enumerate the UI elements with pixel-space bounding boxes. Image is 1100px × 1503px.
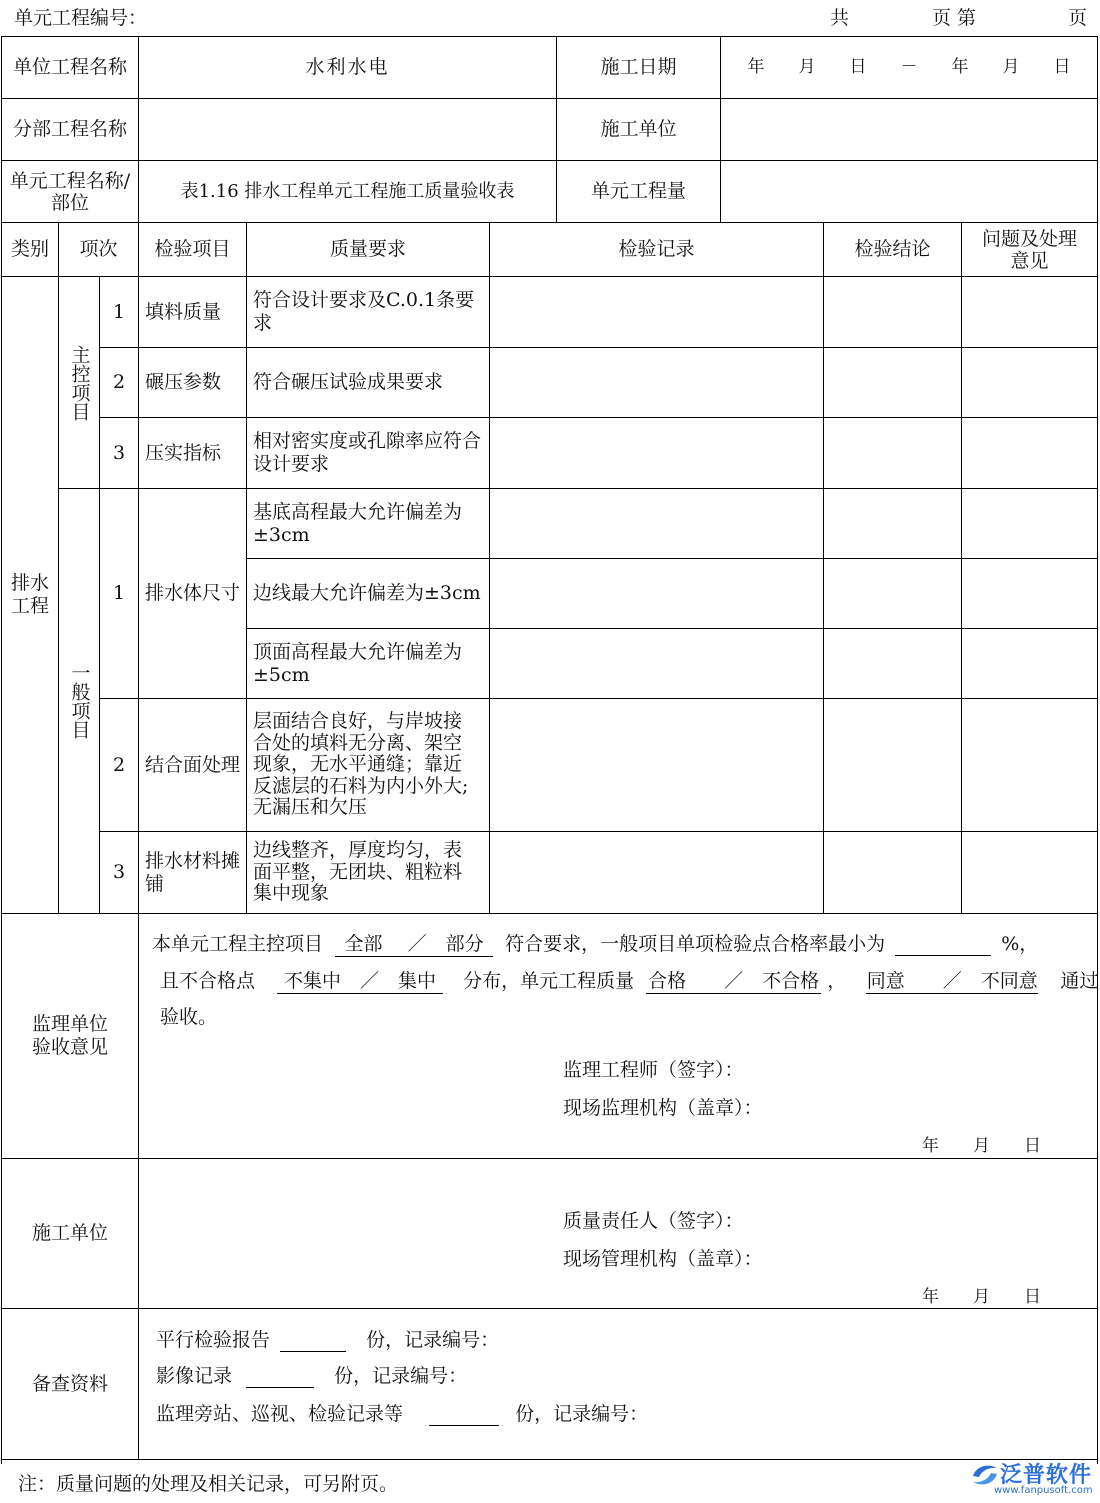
element-quantity-value [721,161,1097,222]
records-line-3 [156,1399,648,1426]
records-text: 份，记录编号： [366,1329,500,1351]
item-requirement: 符合设计要求及C.0.1条要求 [253,289,475,334]
item-name: 结合面处理 [145,753,241,776]
contractor-org-seal: 现场管理机构（盖章）： [563,1248,763,1270]
contractor-label: 施工单位 [31,1222,108,1244]
records-text: 平行检验报告 [156,1329,271,1351]
brand-logo [968,1458,1096,1500]
general-group: 一般项目 [68,663,91,739]
header-item-no: 项次 [79,238,118,260]
element-quantity-label: 单元工程量 [590,180,686,202]
records-text: 影像记录 [156,1365,233,1387]
item-no: 1 [112,582,126,604]
construction-date-range: 年 月 日 － 年 月 日 [747,57,1071,77]
supervision-text: 且不合格点 [160,970,256,992]
header-issues: 问题及处理意见 [981,227,1077,272]
total-pages-label: 共 [830,7,850,29]
construction-unit-value [721,99,1097,160]
supervision-line-3: 验收。 [160,1006,218,1028]
brand-logo-text: 泛普软件 [1000,1463,1093,1488]
supervision-text: 符合要求，一般项目单项检验点合格率最小为 [505,933,886,955]
division-project-name-value [139,99,556,160]
header-inspection-record: 检验记录 [618,238,695,260]
header-quality-requirement: 质量要求 [329,238,406,260]
page-no-label: 页 第 [932,7,977,29]
item-no: 3 [112,861,126,883]
supervision-org-seal: 现场监理机构（盖章）： [563,1097,763,1119]
header-inspection-conclusion: 检验结论 [854,238,931,260]
header-category: 类别 [10,238,49,260]
supervision-line-1 [152,929,1038,957]
brand-logo-url: www.fanpusoft.com [994,1485,1093,1496]
supervision-engineer-sign: 监理工程师（签字）： [563,1059,744,1081]
item-requirement: 边线整齐，厚度均匀，表面平整，无团块、粗粒料集中现象 [253,839,463,905]
pass-rate-field[interactable] [895,933,991,956]
contractor-date: 年 月 日 [922,1287,1041,1307]
header-inspection-item: 检验项目 [154,238,231,260]
supervision-line-2 [160,966,1098,994]
element-project-name-label: 单元工程名称/部位 [9,169,131,214]
main-control-group: 主控项目 [68,344,91,421]
item-no: 3 [112,441,126,464]
item-requirement: 基底高程最大允许偏差为±3cm [253,500,463,546]
item-requirement: 边线最大允许偏差为±3cm [253,582,481,604]
page-end-label: 页 [1068,7,1088,29]
item-no: 2 [112,753,126,776]
construction-date-label: 施工日期 [600,56,677,78]
option-agree[interactable]: 同意 ／ 不同意 [866,966,1038,994]
records-text: 份，记录编号： [334,1365,468,1387]
supervision-text: 分布，单元工程质量 [463,970,635,992]
element-project-name-value: 表1.16 排水工程单元工程施工质量验收表 [180,181,515,202]
item-name: 压实指标 [145,441,222,464]
item-name: 排水体尺寸 [145,582,241,604]
item-requirement: 层面结合良好，与岸坡接合处的填料无分离、架空现象，无水平通缝；靠近反滤层的石料为内小外大;无漏压和欠压 [253,710,469,819]
records-line-2 [156,1361,467,1388]
unit-number-label: 单元工程编号： [14,7,148,29]
footer-note: 注：质量问题的处理及相关记录，可另附页。 [18,1473,399,1495]
item-requirement: 顶面高程最大允许偏差为±5cm [253,640,463,686]
category-drainage: 排水工程 [10,572,49,617]
item-name: 填料质量 [145,300,222,323]
construction-unit-label: 施工单位 [600,118,677,140]
parallel-report-count[interactable] [280,1329,346,1352]
supervision-record-count[interactable] [429,1403,499,1426]
comma: ， [827,970,847,992]
item-requirement: 符合碾压试验成果要求 [253,371,444,393]
item-no: 1 [112,300,126,323]
item-name: 排水材料摊铺 [145,849,241,895]
image-record-count[interactable] [246,1365,314,1388]
records-text: 份，记录编号： [515,1403,649,1425]
percent-sign: %， [1001,933,1039,955]
option-qualified[interactable]: 合格 ／ 不合格 [646,966,821,994]
quality-person-sign: 质量责任人（签字）： [563,1210,744,1232]
item-no: 2 [112,371,126,393]
unit-project-name-value: 水利水电 [305,56,390,78]
division-project-name-label: 分部工程名称 [12,118,127,140]
supervision-text: 本单元工程主控项目 [152,933,324,955]
records-label: 备查资料 [31,1372,108,1395]
item-name: 碾压参数 [145,371,222,393]
records-line-1 [156,1325,499,1352]
option-concentrate[interactable]: 不集中 ／ 集中 [277,966,443,994]
records-text: 监理旁站、巡视、检验记录等 [156,1403,404,1425]
unit-project-name-label: 单位工程名称 [12,56,127,78]
item-requirement: 相对密实度或孔隙率应符合设计要求 [253,430,482,475]
option-all-part[interactable]: 全部 ／ 部分 [335,929,493,957]
supervision-date: 年 月 日 [922,1136,1041,1156]
supervision-text: 通过 [1060,970,1099,992]
supervision-label: 监理单位验收意见 [31,1013,108,1058]
